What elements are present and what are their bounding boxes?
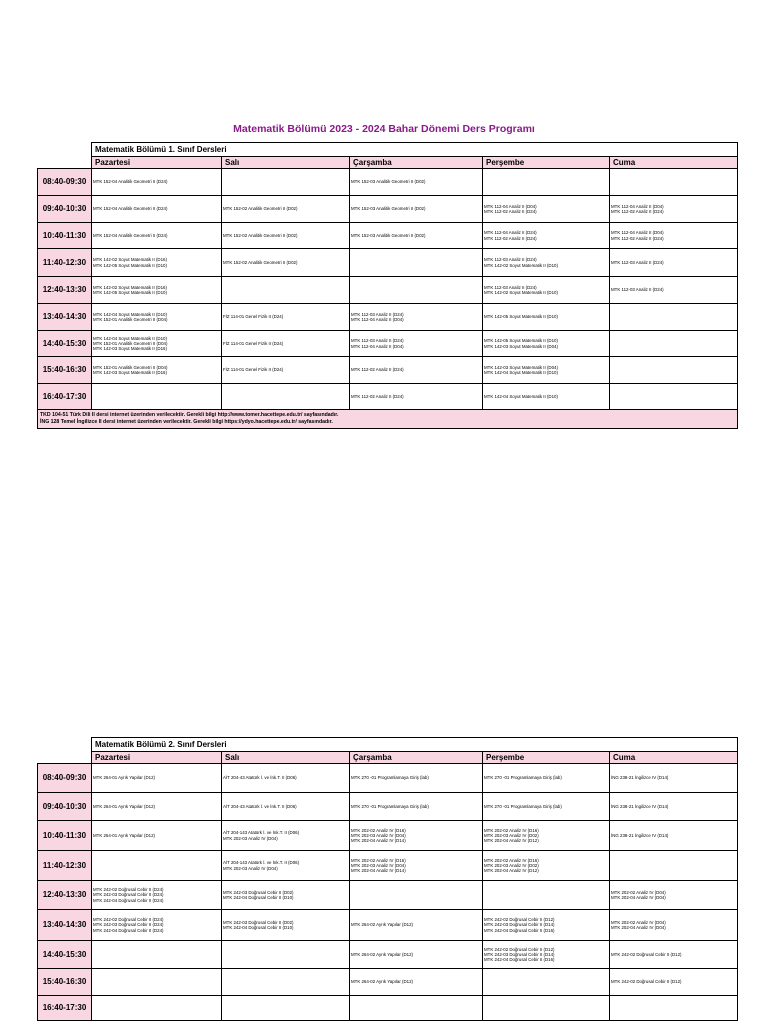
time-slot: 12:40-13:30 xyxy=(38,277,92,304)
day-header-4: Perşembe xyxy=(483,752,610,764)
course-cell xyxy=(350,910,483,941)
course-entry: MTK 142-05 Soyut Matematik II (D10) xyxy=(93,262,167,268)
course-entry: MTK 112-03 Analiz II (D24) xyxy=(611,287,664,293)
course-cell xyxy=(610,277,738,304)
course-entry: MTK 202-02 Analiz IV (D16) xyxy=(351,857,406,863)
course-entry: İNG 238-21 İngilizce IV (D14) xyxy=(611,775,669,781)
course-entry: MTK 264-02 Ayrık Yapılar (D12) xyxy=(351,979,413,985)
course-cell xyxy=(483,851,610,881)
time-slot: 14:40-15:30 xyxy=(38,331,92,357)
course-cell xyxy=(350,941,483,969)
course-cell xyxy=(92,357,222,384)
course-cell xyxy=(92,384,222,410)
course-entry: MTK 242-04 Doğrusal Cebir II (D24) xyxy=(93,897,164,903)
time-slot: 11:40-12:30 xyxy=(38,249,92,277)
time-slot: 11:40-12:30 xyxy=(38,851,92,881)
course-cell xyxy=(350,384,483,410)
course-entry: AİT 204-143 Atatürk İ. ve İnk.T. II (D06) xyxy=(223,860,300,866)
course-entry: MTK 152-01 Analitik Geometri II (D04) xyxy=(93,364,168,370)
course-cell xyxy=(92,996,222,1021)
course-cell xyxy=(483,793,610,821)
course-entry: MTK 112-04 Analiz II (D04) xyxy=(351,343,404,349)
course-cell xyxy=(92,196,222,223)
course-cell xyxy=(483,941,610,969)
course-entry: MTK 242-03 Doğrusal Cebir II (D02) xyxy=(223,889,294,895)
course-entry: MTK 142-04 Soyut Matematik II (D10) xyxy=(484,370,558,375)
course-entry: MTK 202-03 Analiz IV (D04) xyxy=(351,832,406,838)
course-entry: MTK 264-02 Ayrık Yapılar (D12) xyxy=(351,922,413,928)
course-entry: MTK 152-03 Analitik Geometri II (D02) xyxy=(351,179,426,185)
corner-blank xyxy=(38,738,92,752)
course-cell xyxy=(350,249,483,277)
course-cell xyxy=(350,821,483,851)
time-slot: 08:40-09:30 xyxy=(38,764,92,793)
course-entry: MTK 270 -01 Programlamaya Giriş (lab) xyxy=(484,803,562,809)
time-slot: 09:40-10:30 xyxy=(38,793,92,821)
course-cell xyxy=(610,941,738,969)
course-entry: MTK 202-03 Analiz IV (D02) xyxy=(484,832,539,838)
course-cell xyxy=(483,821,610,851)
course-entry: MTK 242-02 Doğrusal Cebir II (D12) xyxy=(611,979,682,985)
course-cell xyxy=(92,331,222,357)
course-entry: MTK 142-05 Soyut Matematik II (D10) xyxy=(484,314,558,320)
course-entry: MTK 152-04 Analitik Geometri II (D24) xyxy=(93,206,168,212)
notes-cell xyxy=(38,410,738,429)
course-cell xyxy=(222,941,350,969)
course-cell xyxy=(222,169,350,196)
course-cell xyxy=(222,277,350,304)
course-entry: MTK 152-01 Analitik Geometri II (D04) xyxy=(93,340,168,346)
day-header-row xyxy=(38,752,738,764)
time-slot: 10:40-11:30 xyxy=(38,821,92,851)
course-entry: MTK 202-02 Analiz IV (D04) xyxy=(611,889,666,895)
course-cell xyxy=(222,249,350,277)
course-entry: İNG 238-21 İngilizce IV (D14) xyxy=(611,832,669,838)
course-cell xyxy=(610,304,738,331)
time-slot-row xyxy=(38,764,738,793)
course-entry: MTK 112-04 Analiz II (D04) xyxy=(351,317,404,322)
time-slot: 10:40-11:30 xyxy=(38,223,92,249)
course-entry: MTK 270 -01 Programlamaya Giriş (lab) xyxy=(484,775,562,781)
course-cell xyxy=(610,851,738,881)
note-line: İNG 128 Temel İngilizce II dersi internet üzerinden verilecektir. Gerekli bilgi https://ydyo.hacettepe.edu.tr/ sayfasındadır. xyxy=(40,419,333,425)
course-entry: MTK 270 -01 Programlamaya Giriş (lab) xyxy=(351,803,429,809)
course-cell xyxy=(350,223,483,249)
course-cell xyxy=(92,941,222,969)
course-entry: MTK 242-03 Doğrusal Cebir II (D24) xyxy=(93,922,164,928)
course-cell xyxy=(92,304,222,331)
course-cell xyxy=(92,969,222,996)
time-slot-row xyxy=(38,384,738,410)
course-entry: MTK 202-02 Analiz IV (D16) xyxy=(484,857,539,863)
time-slot-row xyxy=(38,941,738,969)
course-cell xyxy=(350,881,483,910)
course-entry: MTK 242-04 Doğrusal Cebir II (D24) xyxy=(93,927,164,933)
schedule-heading-row xyxy=(38,143,738,157)
course-cell xyxy=(350,851,483,881)
day-header-row xyxy=(38,157,738,169)
time-slot: 09:40-10:30 xyxy=(38,196,92,223)
course-cell xyxy=(610,249,738,277)
course-entry: MTK 152-04 Analitik Geometri II (D24) xyxy=(93,232,168,238)
course-cell xyxy=(483,881,610,910)
course-cell xyxy=(222,331,350,357)
course-cell xyxy=(222,357,350,384)
time-slot-row xyxy=(38,331,738,357)
course-entry: MTK 152-02 Analitik Geometri II (D02) xyxy=(223,206,298,212)
course-cell xyxy=(222,304,350,331)
course-entry: MTK 112-02 Analiz II (D24) xyxy=(484,235,537,241)
schedule-table-second-year xyxy=(37,737,738,1021)
course-cell xyxy=(92,793,222,821)
course-cell xyxy=(350,764,483,793)
course-entry: MTK 202-04 Analiz IV (D12) xyxy=(484,868,539,874)
course-cell xyxy=(483,764,610,793)
course-entry: MTK 142-02 Soyut Matematik II (D16) xyxy=(93,284,167,290)
time-slot-row xyxy=(38,169,738,196)
day-header-5: Cuma xyxy=(610,157,738,169)
note-line: TKD 104-51 Türk Dili II dersi internet üzerinden verilecektir. Gerekli bilgi http://www.tomer.hacettepe.edu.tr/ sayfasındadır. xyxy=(40,412,339,418)
schedule-table-first-year xyxy=(37,142,738,429)
course-entry: MTK 242-04 Doğrusal Cebir II (D10) xyxy=(223,895,294,900)
day-header-3: Çarşamba xyxy=(350,752,483,764)
course-entry: MTK 152-04 Analitik Geometri II (D24) xyxy=(93,179,168,185)
course-cell xyxy=(483,996,610,1021)
course-entry: MTK 152-02 Analitik Geometri II (D02) xyxy=(223,232,298,238)
course-entry: MTK 152-03 Analitik Geometri II (D02) xyxy=(351,206,426,212)
course-entry: MTK 112-04 Analiz II (D04) xyxy=(611,230,664,236)
course-entry: MTK 112-02 Analiz II (D24) xyxy=(611,235,664,241)
course-entry: MTK 202-03 Analiz IV (D04) xyxy=(223,835,278,841)
course-entry: MTK 142-02 Soyut Matematik II (D10) xyxy=(484,262,558,268)
course-entry: MTK 264-02 Ayrık Yapılar (D12) xyxy=(351,951,413,957)
course-cell xyxy=(222,851,350,881)
course-entry: MTK 142-05 Soyut Matematik II (D10) xyxy=(93,290,167,295)
course-entry: MTK 242-03 Doğrusal Cebir II (D24) xyxy=(93,892,164,898)
course-entry: MTK 142-04 Soyut Matematik II (D10) xyxy=(93,311,167,317)
course-entry: MTK 112-04 Analiz II (D24) xyxy=(484,230,537,236)
course-cell xyxy=(610,223,738,249)
course-cell xyxy=(483,223,610,249)
course-entry: MTK 242-03 Doğrusal Cebir II (D02) xyxy=(223,919,294,925)
course-entry: FİZ 114-01 Genel Fizik II (D24) xyxy=(223,314,284,320)
day-header-2: Salı xyxy=(222,157,350,169)
course-entry: MTK 264-01 Ayrık Yapılar (D12) xyxy=(93,832,155,838)
time-slot-row xyxy=(38,969,738,996)
time-slot: 14:40-15:30 xyxy=(38,941,92,969)
course-entry: MTK 112-04 Analiz II (D04) xyxy=(484,203,537,209)
course-cell xyxy=(92,910,222,941)
course-cell xyxy=(92,277,222,304)
course-entry: MTK 202-02 Analiz IV (D16) xyxy=(484,827,539,833)
day-header-1: Pazartesi xyxy=(92,157,222,169)
course-entry: MTK 270 -01 Programlamaya Giriş (lab) xyxy=(351,775,429,781)
course-cell xyxy=(350,196,483,223)
day-header-1: Pazartesi xyxy=(92,752,222,764)
course-cell xyxy=(350,331,483,357)
course-entry: MTK 202-04 Analiz IV (D04) xyxy=(611,925,666,930)
course-entry: MTK 242-02 Doğrusal Cebir II (D24) xyxy=(93,887,164,893)
page-title: Matematik Bölümü 2023 - 2024 Bahar Dönemi Ders Programı xyxy=(233,123,535,135)
corner-blank xyxy=(38,157,92,169)
course-cell xyxy=(222,996,350,1021)
time-slot-row xyxy=(38,249,738,277)
course-cell xyxy=(92,881,222,910)
course-entry: MTK 202-04 Analiz IV (D04) xyxy=(611,895,666,900)
course-cell xyxy=(92,169,222,196)
time-slot-row xyxy=(38,304,738,331)
course-cell xyxy=(610,357,738,384)
course-entry: MTK 202-04 Analiz IV (D14) xyxy=(351,838,406,844)
course-entry: MTK 202-02 Analiz IV (D16) xyxy=(351,827,406,833)
course-entry: MTK 142-03 Soyut Matematik II (D04) xyxy=(484,364,558,370)
course-entry: MTK 152-02 Analitik Geometri II (D02) xyxy=(223,259,298,265)
course-entry: MTK 242-03 Doğrusal Cebir II (D14) xyxy=(484,951,555,957)
time-slot-row xyxy=(38,357,738,384)
notes-row xyxy=(38,410,738,429)
course-cell xyxy=(610,821,738,851)
time-slot-row xyxy=(38,851,738,881)
course-entry: MTK 142-05 Soyut Matematik II (D10) xyxy=(484,338,558,344)
course-cell xyxy=(222,910,350,941)
course-entry: AİT 204-143 Atatürk İ. ve İnk.T. II (D06) xyxy=(223,830,300,836)
course-entry: FİZ 114-01 Genel Fizik II (D24) xyxy=(223,340,284,346)
course-entry: MTK 112-03 Analiz II (D24) xyxy=(484,284,537,290)
day-header-3: Çarşamba xyxy=(350,157,483,169)
course-cell xyxy=(610,881,738,910)
day-header-4: Perşembe xyxy=(483,157,610,169)
time-slot-row xyxy=(38,277,738,304)
course-cell xyxy=(222,196,350,223)
day-header-5: Cuma xyxy=(610,752,738,764)
course-entry: MTK 142-02 Soyut Matematik II (D10) xyxy=(484,290,558,295)
course-cell xyxy=(350,996,483,1021)
course-entry: MTK 112-02 Analiz II (D24) xyxy=(351,393,404,399)
course-cell xyxy=(222,793,350,821)
course-entry: MTK 264-01 Ayrık Yapılar (D12) xyxy=(93,803,155,809)
course-entry: MTK 242-03 Doğrusal Cebir II (D14) xyxy=(484,922,555,928)
course-entry: MTK 202-02 Analiz IV (D04) xyxy=(611,919,666,925)
schedule-heading-row xyxy=(38,738,738,752)
course-entry: FİZ 114-01 Genel Fizik II (D24) xyxy=(223,367,284,373)
course-cell xyxy=(222,821,350,851)
course-cell xyxy=(222,384,350,410)
course-cell xyxy=(483,969,610,996)
course-entry: İNG 238-21 İngilizce IV (D14) xyxy=(611,803,669,809)
course-cell xyxy=(92,821,222,851)
course-entry: MTK 142-04 Soyut Matematik II (D10) xyxy=(93,335,167,341)
course-cell xyxy=(610,969,738,996)
course-entry: MTK 242-02 Doğrusal Cebir II (D12) xyxy=(484,917,555,923)
schedule-heading: Matematik Bölümü 1. Sınıf Dersleri xyxy=(92,143,738,157)
course-cell xyxy=(483,384,610,410)
course-entry: MTK 242-02 Doğrusal Cebir II (D12) xyxy=(484,946,555,952)
time-slot-row xyxy=(38,793,738,821)
course-entry: MTK 242-02 Doğrusal Cebir II (D24) xyxy=(93,917,164,923)
course-cell xyxy=(222,223,350,249)
course-entry: MTK 202-04 Analiz IV (D12) xyxy=(484,838,539,844)
course-entry: MTK 202-03 Analiz IV (D04) xyxy=(351,862,406,868)
course-entry: MTK 242-04 Doğrusal Cebir II (D16) xyxy=(484,957,555,963)
course-cell xyxy=(92,249,222,277)
course-cell xyxy=(92,764,222,793)
time-slot-row xyxy=(38,223,738,249)
course-entry: MTK 142-03 Soyut Matematik II (D16) xyxy=(93,346,167,352)
course-cell xyxy=(350,969,483,996)
course-cell xyxy=(610,764,738,793)
time-slot: 12:40-13:30 xyxy=(38,881,92,910)
course-entry: MTK 152-01 Analitik Geometri II (D04) xyxy=(93,317,168,322)
course-entry: MTK 242-04 Doğrusal Cebir II (D10) xyxy=(223,925,294,930)
course-cell xyxy=(350,169,483,196)
course-entry: MTK 112-02 Analiz II (D24) xyxy=(484,209,537,214)
course-cell xyxy=(350,793,483,821)
course-cell xyxy=(350,277,483,304)
schedule-heading: Matematik Bölümü 2. Sınıf Dersleri xyxy=(92,738,738,752)
course-cell xyxy=(483,357,610,384)
course-cell xyxy=(483,249,610,277)
course-entry: MTK 112-04 Analiz II (D04) xyxy=(611,203,664,209)
time-slot-row xyxy=(38,910,738,941)
corner-blank xyxy=(38,752,92,764)
time-slot: 08:40-09:30 xyxy=(38,169,92,196)
course-entry: MTK 202-03 Analiz IV (D02) xyxy=(484,862,539,868)
course-cell xyxy=(610,331,738,357)
course-entry: MTK 112-03 Analiz II (D24) xyxy=(611,259,664,265)
course-cell xyxy=(483,304,610,331)
course-cell xyxy=(350,357,483,384)
time-slot: 16:40-17:30 xyxy=(38,384,92,410)
time-slot-row xyxy=(38,996,738,1021)
time-slot: 15:40-16:30 xyxy=(38,357,92,384)
course-cell xyxy=(350,304,483,331)
course-cell xyxy=(610,793,738,821)
course-entry: MTK 152-03 Analitik Geometri II (D02) xyxy=(351,232,426,238)
time-slot: 16:40-17:30 xyxy=(38,996,92,1021)
course-cell xyxy=(222,881,350,910)
time-slot-row xyxy=(38,821,738,851)
course-entry: MTK 142-02 Soyut Matematik II (D16) xyxy=(93,257,167,263)
course-cell xyxy=(483,277,610,304)
course-entry: MTK 242-04 Doğrusal Cebir II (D16) xyxy=(484,927,555,933)
course-entry: MTK 112-02 Analiz II (D24) xyxy=(611,209,664,214)
course-entry: MTK 142-04 Soyut Matematik II (D10) xyxy=(484,393,558,399)
time-slot: 13:40-14:30 xyxy=(38,304,92,331)
course-entry: MTK 112-03 Analiz II (D24) xyxy=(351,311,404,317)
course-entry: MTK 142-03 Soyut Matematik II (D04) xyxy=(484,343,558,349)
course-entry: MTK 202-04 Analiz IV (D14) xyxy=(351,868,406,874)
course-entry: AİT 204-43 Atatürk İ. ve İnk.T. II (D06) xyxy=(223,775,297,781)
course-cell xyxy=(610,910,738,941)
time-slot: 15:40-16:30 xyxy=(38,969,92,996)
time-slot-row xyxy=(38,881,738,910)
course-cell xyxy=(483,196,610,223)
course-cell xyxy=(610,169,738,196)
course-entry: MTK 264-01 Ayrık Yapılar (D12) xyxy=(93,775,155,781)
course-cell xyxy=(610,384,738,410)
time-slot: 13:40-14:30 xyxy=(38,910,92,941)
corner-blank xyxy=(38,143,92,157)
course-cell xyxy=(483,910,610,941)
course-entry: MTK 242-02 Doğrusal Cebir II (D12) xyxy=(611,951,682,957)
day-header-2: Salı xyxy=(222,752,350,764)
course-cell xyxy=(483,169,610,196)
course-entry: MTK 112-03 Analiz II (D24) xyxy=(351,338,404,344)
course-entry: MTK 142-03 Soyut Matematik II (D16) xyxy=(93,370,167,375)
course-entry: AİT 204-43 Atatürk İ. ve İnk.T. II (D06) xyxy=(223,803,297,809)
course-cell xyxy=(222,764,350,793)
course-cell xyxy=(610,996,738,1021)
course-cell xyxy=(483,331,610,357)
course-cell xyxy=(610,196,738,223)
course-cell xyxy=(222,969,350,996)
course-cell xyxy=(92,223,222,249)
course-cell xyxy=(92,851,222,881)
time-slot-row xyxy=(38,196,738,223)
course-entry: MTK 112-02 Analiz II (D24) xyxy=(351,367,404,373)
course-entry: MTK 202-03 Analiz IV (D04) xyxy=(223,865,278,871)
course-entry: MTK 112-03 Analiz II (D24) xyxy=(484,257,537,263)
